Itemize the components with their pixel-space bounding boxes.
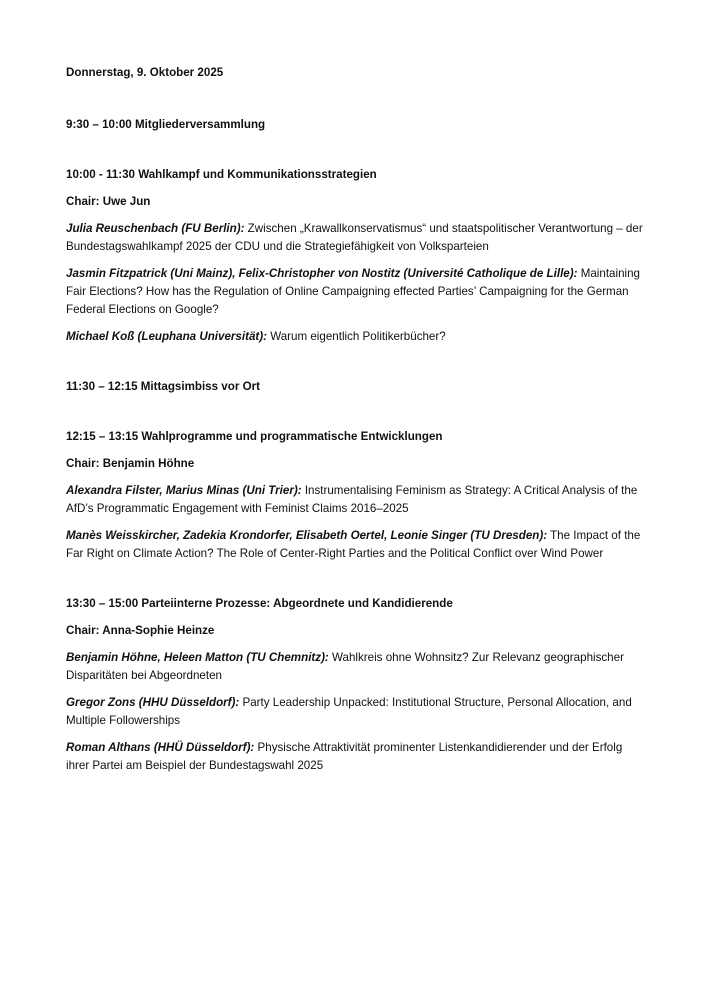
talk-title: The Impact of the Far Right on Climate Action? The Role of Center-Right Parties and the Political Conflict over Wind Power — [66, 529, 641, 560]
talk-title: Instrumentalising Feminism as Strategy: A Critical Analysis of the AfD’s Programmatic Engagement with Feminist Claims 2016–2025 — [66, 484, 638, 515]
talk-entry — [66, 220, 647, 256]
talk-entry — [66, 527, 647, 563]
session-chair: Chair: Uwe Jun — [66, 195, 151, 208]
session-title: 11:30 – 12:15 Mittagsimbiss vor Ort — [66, 380, 260, 393]
session-chair: Chair: Anna-Sophie Heinze — [66, 624, 215, 637]
session-members-meeting — [66, 116, 647, 134]
talk-speakers: Manès Weisskircher, Zadekia Krondorfer, Elisabeth Oertel, Leonie Singer (TU Dresden): — [66, 529, 548, 542]
talk-title: Physische Attraktivität prominenter Listenkandidierender und der Erfolg ihrer Partei am Beispiel der Bundestagswahl 2025 — [66, 741, 623, 772]
session-chair: Chair: Benjamin Höhne — [66, 457, 195, 470]
session-campaign — [66, 166, 647, 346]
talk-title: Maintaining Fair Elections? How has the Regulation of Online Campaigning effected Parties’ Campaigning for the German Federal Elections on Google? — [66, 267, 640, 316]
session-title: 12:15 – 13:15 Wahlprogramme und programmatische Entwicklungen — [66, 430, 443, 443]
session-title: 10:00 - 11:30 Wahlkampf und Kommunikationsstrategien — [66, 168, 377, 181]
talk-speakers: Michael Koß (Leuphana Universität): — [66, 330, 267, 343]
talk-title: Party Leadership Unpacked: Institutional Structure, Personal Allocation, and Multiple Followerships — [66, 696, 632, 727]
page-date: Donnerstag, 9. Oktober 2025 — [66, 66, 224, 79]
talk-entry — [66, 328, 647, 346]
talk-title: Warum eigentlich Politikerbücher? — [266, 330, 446, 343]
talk-entry — [66, 649, 647, 685]
session-lunch — [66, 378, 647, 396]
session-intraparty — [66, 595, 647, 775]
session-programs — [66, 428, 647, 563]
talk-speakers: Jasmin Fitzpatrick (Uni Mainz), Felix-Christopher von Nostitz (Université Catholique de Lille): — [66, 267, 578, 280]
talk-speakers: Alexandra Filster, Marius Minas (Uni Trier): — [66, 484, 302, 497]
talk-entry — [66, 265, 647, 319]
session-title: 9:30 – 10:00 Mitgliederversammlung — [66, 118, 266, 131]
talk-speakers: Julia Reuschenbach (FU Berlin): — [66, 222, 245, 235]
talk-entry — [66, 694, 647, 730]
talk-entry — [66, 482, 647, 518]
talk-speakers: Gregor Zons (HHU Düsseldorf): — [66, 696, 240, 709]
talk-title: Zwischen „Krawallkonservatismus“ und staatspolitischer Verantwortung – der Bundestagswahlkampf 2025 der CDU und die Strategiefähigkeit von Volksparteien — [66, 222, 643, 253]
talk-title: Wahlkreis ohne Wohnsitz? Zur Relevanz geographischer Disparitäten bei Abgeordneten — [66, 651, 624, 682]
talk-speakers: Benjamin Höhne, Heleen Matton (TU Chemnitz): — [66, 651, 329, 664]
talk-speakers: Roman Althans (HHÜ Düsseldorf): — [66, 741, 255, 754]
talk-entry — [66, 739, 647, 775]
session-title: 13:30 – 15:00 Parteiinterne Prozesse: Abgeordnete und Kandidierende — [66, 597, 453, 610]
